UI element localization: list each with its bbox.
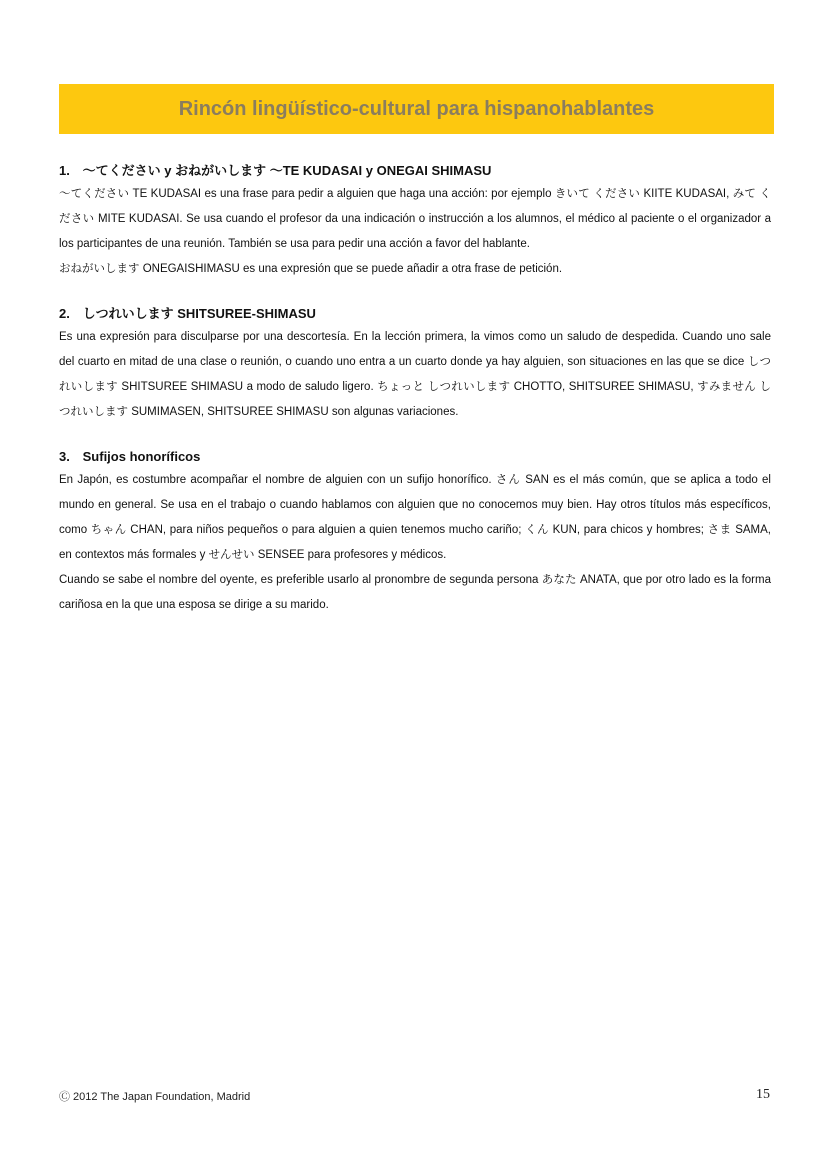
title-banner: [59, 84, 774, 134]
section-heading: [59, 160, 771, 182]
section-shitsuree-shimasu: [59, 303, 771, 425]
section-title: Sufijos honoríficos: [82, 449, 201, 464]
section-te-kudasai: [59, 160, 771, 282]
section-heading: [59, 303, 771, 325]
section-sufijos-honorificos: [59, 446, 771, 618]
section-title: しつれいします SHITSUREE-SHIMASU: [82, 306, 316, 321]
copyright-notice: Ⓒ 2012 The Japan Foundation, Madrid: [59, 1091, 251, 1103]
page-title: Rincón lingüístico-cultural para hispanohablantes: [178, 97, 655, 120]
paragraph: Cuando se sabe el nombre del oyente, es preferible usarlo al pronombre de segunda persona あなた ANATA, que por otro lado es la forma cariñosa en la que una esposa se dirige a su marido.: [59, 574, 771, 611]
paragraph: Es una expresión para disculparse por una descortesía. En la lección primera, la vimos como un saludo de despedida. Cuando uno sale del cuarto en mitad de una clase o reunión, o cuando uno entra a un cuarto donde ya hay alguien, son situaciones en las que se dice しつれいします SHITSUREE SHIMASU a modo de saludo ligero. ちょっと しつれいします CHOTTO, SHITSUREE SHIMASU, すみません しつれいします SUMIMASEN, SHITSUREE SHIMASU son algunas variaciones.: [59, 331, 771, 418]
paragraph: ～てください TE KUDASAI es una frase para pedir a alguien que haga una acción: por ejemplo きいて ください KIITE KUDASAI, みて ください MITE KUDASAI. Se usa cuando el profesor da una indicación o instrucción a los alumnos, el médico al paciente o el organizador a los participantes de una reunión. También se usa para pedir una acción a favor del hablante.: [59, 188, 771, 250]
section-number: 2.: [59, 306, 70, 321]
paragraph: En Japón, es costumbre acompañar el nombre de alguien con un sufijo honorífico. さん SAN es el más común, que se aplica a todo el mundo en general. Se usa en el trabajo o cuando hablamos con alguien que no conocemos muy bien. Hay otros títulos más específicos, como ちゃん CHAN, para niños pequeños o para alguien a quien tenemos mucho cariño; くん KUN, para chicos y hombres; さま SAMA, en contextos más formales y せんせい SENSEE para profesores y médicos.: [59, 474, 771, 561]
section-number: 3.: [59, 449, 70, 464]
page-number: 15: [756, 1087, 770, 1102]
section-heading: [59, 446, 771, 468]
document-body: [59, 160, 771, 639]
section-number: 1.: [59, 163, 70, 178]
paragraph: おねがいします ONEGAISHIMASU es una expresión que se puede añadir a otra frase de petición.: [59, 263, 563, 275]
section-title: ～てください y おねがいします ～TE KUDASAI y ONEGAI SHIMASU: [82, 163, 492, 178]
